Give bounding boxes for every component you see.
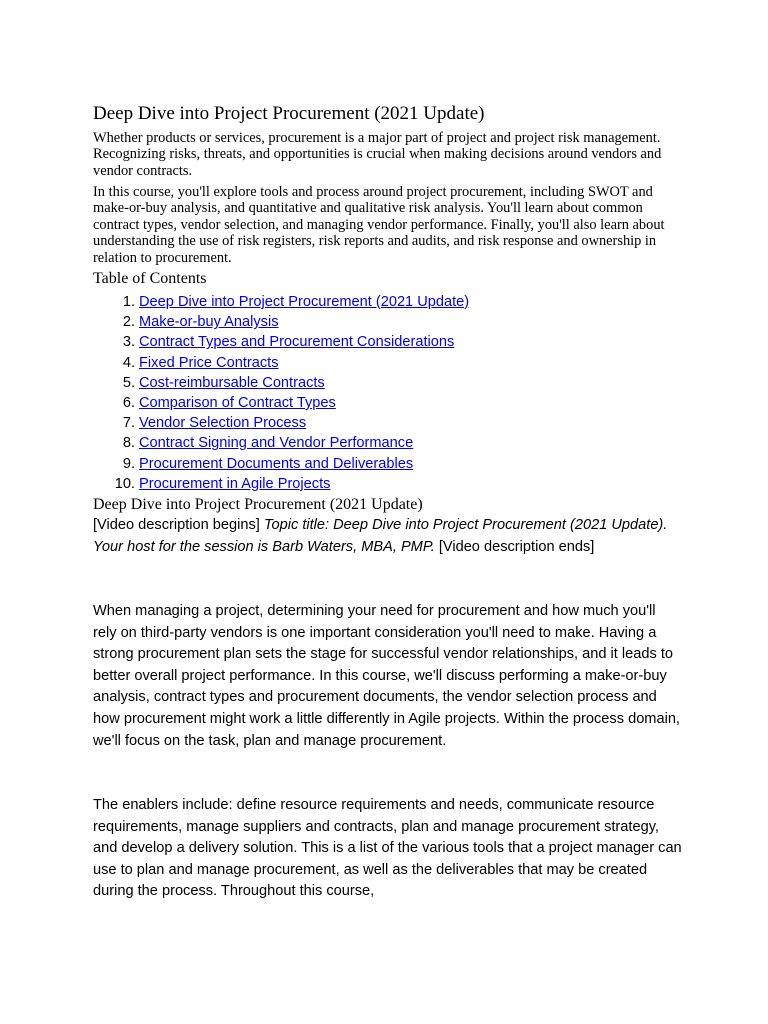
toc-item xyxy=(93,393,469,413)
video-description-end: [Video description ends] xyxy=(438,538,595,555)
document-title: Deep Dive into Project Procurement (2021 Update) xyxy=(93,103,485,124)
toc-item-number: 10. xyxy=(114,475,135,492)
toc-item-number: 2. xyxy=(122,314,135,331)
video-topic-title: Topic title: Deep Dive into Project Procurement (2021 Update). Your host for the session is Barb Waters, MBA, PMP. xyxy=(93,517,668,555)
toc-item-number: 3. xyxy=(122,334,135,351)
toc-link[interactable]: Cost-reimbursable Contracts xyxy=(139,374,325,391)
body-paragraph-2: The enablers include: define resource requirements and needs, communicate resource requirements, manage suppliers and contracts, plan and manage procurement strategy, and develop a delivery solution. This is a list of the various tools that a project manager can use to plan and manage procurement, as well as the deliverables that may be created during the process. Throughout this course, xyxy=(93,797,682,900)
toc-item-number: 1. xyxy=(122,294,135,310)
toc-item-number: 7. xyxy=(122,415,135,432)
toc-heading: Table of Contents xyxy=(93,270,207,287)
toc-item-number: 5. xyxy=(122,374,135,391)
toc-link[interactable]: Contract Types and Procurement Considerations xyxy=(139,334,455,351)
body-paragraph-1: When managing a project, determining your need for procurement and how much you'll rely on third-party vendors is one important consideration you'll need to make. Having a strong procurement plan sets the stage for successful vendor relationships, and it leads to better overall project performance. In this course, we'll discuss performing a make-or-buy analysis, contract types and procurement documents, the vendor selection process and how procurement might work a little differently in Agile projects. Within the process domain, we'll focus on the task, plan and manage procurement. xyxy=(93,603,680,749)
toc-link[interactable]: Procurement Documents and Deliverables xyxy=(139,455,414,472)
toc-link[interactable]: Fixed Price Contracts xyxy=(139,354,279,371)
toc-link[interactable]: Procurement in Agile Projects xyxy=(139,475,331,492)
video-description xyxy=(93,515,683,558)
toc-item-number: 9. xyxy=(122,455,135,472)
toc-item xyxy=(93,433,469,453)
toc-item xyxy=(93,454,469,474)
intro-paragraph-1: Whether products or services, procurement is a major part of project and project risk management. Recognizing risks, threats, and opportunities is crucial when making decisions around vendors and vendor contracts. xyxy=(93,130,662,179)
toc-link[interactable]: Contract Signing and Vendor Performance xyxy=(139,435,414,452)
toc-item-number: 4. xyxy=(122,354,135,371)
toc-item-number: 8. xyxy=(122,435,135,452)
toc-item xyxy=(93,413,469,433)
toc-item xyxy=(93,312,469,332)
toc-item xyxy=(93,292,469,312)
intro-paragraph-2: In this course, you'll explore tools and process around project procurement, including SWOT and make-or-buy analysis, and quantitative and qualitative risk analysis. You'll learn about common contract types, vendor selection, and managing vendor performance. Finally, you'll also learn about understanding the use of risk registers, risk reports and audits, and risk response and ownership in relation to procurement. xyxy=(93,184,665,266)
toc-item-number: 6. xyxy=(122,395,135,412)
toc-link[interactable]: Deep Dive into Project Procurement (2021 Update) xyxy=(139,294,470,310)
toc-link[interactable]: Vendor Selection Process xyxy=(139,415,307,432)
toc-item xyxy=(93,353,469,373)
section-title: Deep Dive into Project Procurement (2021 Update) xyxy=(93,496,423,513)
toc-link[interactable]: Make-or-buy Analysis xyxy=(139,314,279,331)
toc-item xyxy=(93,373,469,393)
toc-item xyxy=(93,332,469,352)
video-description-begin: [Video description begins] xyxy=(93,517,260,533)
toc-link[interactable]: Comparison of Contract Types xyxy=(139,395,336,412)
table-of-contents xyxy=(93,292,469,494)
toc-item xyxy=(93,474,469,494)
